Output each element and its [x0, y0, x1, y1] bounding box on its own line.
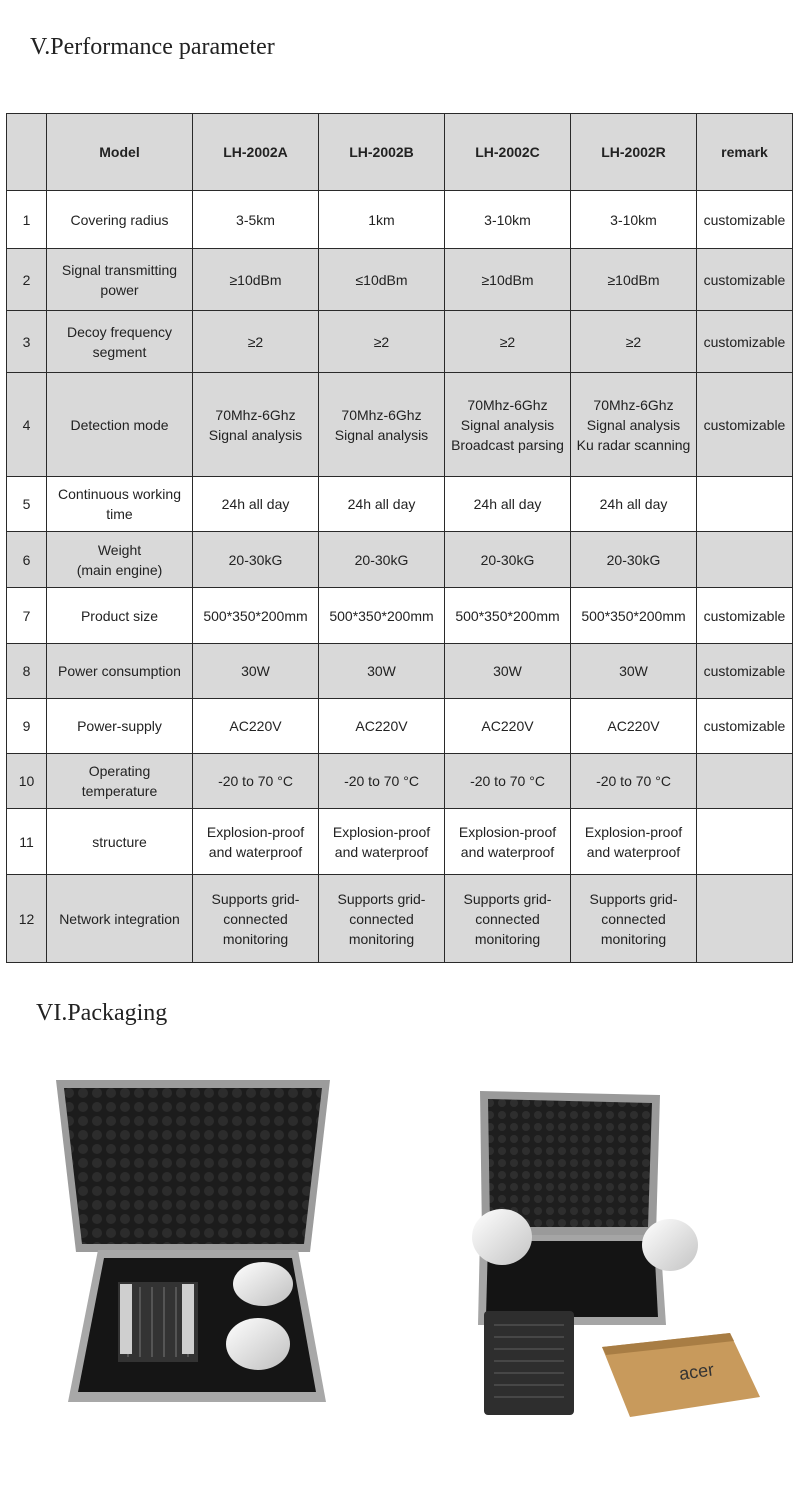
- cell-remark: [697, 532, 793, 588]
- antenna-dome: [472, 1209, 532, 1265]
- cell-lh-2002r-value: 70Mhz-6Ghz Signal analysis Ku radar scanning: [571, 373, 697, 477]
- cell-parameter-name: Power consumption: [47, 644, 193, 699]
- cell-lh-2002b-value: Explosion-proof and waterproof: [319, 809, 445, 875]
- cell-lh-2002r-value: ≥2: [571, 311, 697, 373]
- antenna-dome: [233, 1262, 293, 1306]
- cell-row-number: 6: [7, 532, 47, 588]
- packaging-section-title: VI.Packaging: [36, 1000, 168, 1026]
- cell-lh-2002a-value: 3-5km: [193, 191, 319, 249]
- cell-lh-2002b-value: 24h all day: [319, 477, 445, 532]
- cell-remark: [697, 477, 793, 532]
- cell-parameter-name: structure: [47, 809, 193, 875]
- cell-row-number: 9: [7, 699, 47, 754]
- cell-lh-2002c-value: Supports grid- connected monitoring: [445, 875, 571, 963]
- cell-lh-2002b-value: 70Mhz-6Ghz Signal analysis: [319, 373, 445, 477]
- cell-remark: [697, 754, 793, 809]
- cell-remark: [697, 809, 793, 875]
- table-row: [7, 311, 793, 373]
- header-cell-number: [7, 114, 47, 191]
- table-row: [7, 373, 793, 477]
- table-row: [7, 249, 793, 311]
- cell-remark: [697, 875, 793, 963]
- cell-parameter-name: Signal transmitting power: [47, 249, 193, 311]
- cell-lh-2002a-value: 20-30kG: [193, 532, 319, 588]
- cell-lh-2002r-value: 24h all day: [571, 477, 697, 532]
- cell-row-number: 12: [7, 875, 47, 963]
- cell-lh-2002c-value: 500*350*200mm: [445, 588, 571, 644]
- cell-lh-2002a-value: -20 to 70 °C: [193, 754, 319, 809]
- cell-remark: customizable: [697, 191, 793, 249]
- cell-parameter-name: Detection mode: [47, 373, 193, 477]
- table-row: [7, 754, 793, 809]
- cell-lh-2002b-value: 30W: [319, 644, 445, 699]
- cell-lh-2002r-value: AC220V: [571, 699, 697, 754]
- table-row: [7, 588, 793, 644]
- cell-lh-2002r-value: ≥10dBm: [571, 249, 697, 311]
- cell-lh-2002r-value: 3-10km: [571, 191, 697, 249]
- cell-lh-2002a-value: Supports grid- connected monitoring: [193, 875, 319, 963]
- cell-lh-2002a-value: 70Mhz-6Ghz Signal analysis: [193, 373, 319, 477]
- table-row: [7, 644, 793, 699]
- cell-lh-2002c-value: ≥2: [445, 311, 571, 373]
- detector-unit: [484, 1311, 574, 1415]
- cell-lh-2002a-value: ≥2: [193, 311, 319, 373]
- cell-parameter-name: Weight (main engine): [47, 532, 193, 588]
- table-row: [7, 477, 793, 532]
- cell-lh-2002c-value: Explosion-proof and waterproof: [445, 809, 571, 875]
- table-row: [7, 875, 793, 963]
- cell-remark: customizable: [697, 699, 793, 754]
- performance-parameter-table: [6, 113, 793, 963]
- table-row: [7, 809, 793, 875]
- cell-lh-2002c-value: 24h all day: [445, 477, 571, 532]
- cell-lh-2002a-value: 24h all day: [193, 477, 319, 532]
- cell-parameter-name: Decoy frequency segment: [47, 311, 193, 373]
- cell-lh-2002b-value: 20-30kG: [319, 532, 445, 588]
- cell-parameter-name: Covering radius: [47, 191, 193, 249]
- cell-lh-2002c-value: 30W: [445, 644, 571, 699]
- cell-row-number: 10: [7, 754, 47, 809]
- cell-lh-2002r-value: 500*350*200mm: [571, 588, 697, 644]
- cell-lh-2002r-value: 20-30kG: [571, 532, 697, 588]
- cell-lh-2002r-value: -20 to 70 °C: [571, 754, 697, 809]
- cell-lh-2002b-value: ≥2: [319, 311, 445, 373]
- header-cell-remark: remark: [697, 114, 793, 191]
- cell-lh-2002r-value: Explosion-proof and waterproof: [571, 809, 697, 875]
- cell-lh-2002b-value: 1km: [319, 191, 445, 249]
- cell-lh-2002a-value: 30W: [193, 644, 319, 699]
- cell-lh-2002b-value: Supports grid- connected monitoring: [319, 875, 445, 963]
- cell-remark: customizable: [697, 373, 793, 477]
- performance-section-title: V.Performance parameter: [30, 34, 275, 60]
- laptop-brand-logo: acer: [677, 1359, 716, 1384]
- cell-lh-2002c-value: -20 to 70 °C: [445, 754, 571, 809]
- table-header-row: [7, 114, 793, 191]
- header-cell-lh-2002a: LH-2002A: [193, 114, 319, 191]
- header-cell-model: Model: [47, 114, 193, 191]
- cell-lh-2002b-value: -20 to 70 °C: [319, 754, 445, 809]
- packaging-photo-open-case-left: [48, 1072, 338, 1407]
- cell-parameter-name: Operating temperature: [47, 754, 193, 809]
- cell-lh-2002r-value: Supports grid- connected monitoring: [571, 875, 697, 963]
- cell-parameter-name: Power-supply: [47, 699, 193, 754]
- cell-parameter-name: Network integration: [47, 875, 193, 963]
- cell-row-number: 5: [7, 477, 47, 532]
- header-cell-lh-2002c: LH-2002C: [445, 114, 571, 191]
- cell-lh-2002c-value: 3-10km: [445, 191, 571, 249]
- table-row: [7, 191, 793, 249]
- cell-remark: customizable: [697, 249, 793, 311]
- cell-lh-2002b-value: 500*350*200mm: [319, 588, 445, 644]
- table-row: [7, 532, 793, 588]
- cell-lh-2002r-value: 30W: [571, 644, 697, 699]
- cell-row-number: 7: [7, 588, 47, 644]
- table-row: [7, 699, 793, 754]
- cell-lh-2002b-value: AC220V: [319, 699, 445, 754]
- cell-lh-2002c-value: 20-30kG: [445, 532, 571, 588]
- cell-lh-2002a-value: AC220V: [193, 699, 319, 754]
- cell-remark: customizable: [697, 311, 793, 373]
- cell-lh-2002c-value: AC220V: [445, 699, 571, 754]
- cell-lh-2002c-value: 70Mhz-6Ghz Signal analysis Broadcast parsing: [445, 373, 571, 477]
- header-cell-lh-2002b: LH-2002B: [319, 114, 445, 191]
- cell-row-number: 11: [7, 809, 47, 875]
- packaging-photo-case-right: [460, 1085, 760, 1425]
- cell-row-number: 1: [7, 191, 47, 249]
- cell-row-number: 3: [7, 311, 47, 373]
- cell-row-number: 2: [7, 249, 47, 311]
- cell-parameter-name: Continuous working time: [47, 477, 193, 532]
- cell-lh-2002a-value: Explosion-proof and waterproof: [193, 809, 319, 875]
- cell-row-number: 4: [7, 373, 47, 477]
- antenna-dome: [642, 1219, 698, 1271]
- cell-lh-2002a-value: 500*350*200mm: [193, 588, 319, 644]
- cell-remark: customizable: [697, 644, 793, 699]
- cell-remark: customizable: [697, 588, 793, 644]
- cell-lh-2002a-value: ≥10dBm: [193, 249, 319, 311]
- cell-row-number: 8: [7, 644, 47, 699]
- cell-parameter-name: Product size: [47, 588, 193, 644]
- header-cell-lh-2002r: LH-2002R: [571, 114, 697, 191]
- antenna-dome: [226, 1318, 290, 1370]
- cell-lh-2002c-value: ≥10dBm: [445, 249, 571, 311]
- cell-lh-2002b-value: ≤10dBm: [319, 249, 445, 311]
